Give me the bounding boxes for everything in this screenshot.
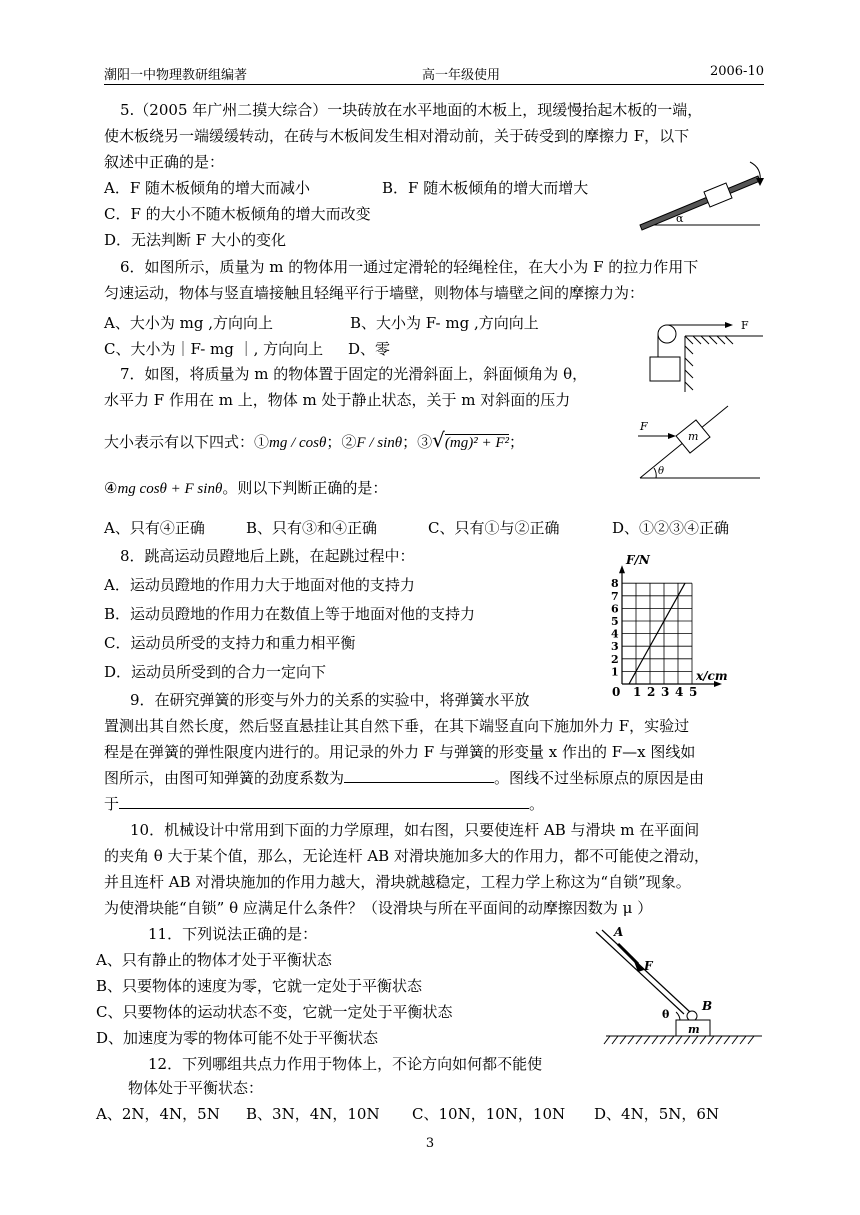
fx-y-tick-label: 7 xyxy=(611,589,619,603)
fx-x-tick-label: 4 xyxy=(675,685,684,699)
fx-y-tick-label: 2 xyxy=(611,652,619,666)
q10-fig-B: B xyxy=(702,999,713,1013)
fx-x-tick-label: 2 xyxy=(647,685,656,699)
answer-blank-stiffness[interactable] xyxy=(344,768,494,783)
q11-option-b: B、只要物体的速度为零，它就一定处于平衡状态 xyxy=(96,977,423,995)
fx-y-tick-label: 8 xyxy=(611,577,619,591)
q7-option-d: D、①②③④正确 xyxy=(612,519,730,537)
q10-fig-theta: θ xyxy=(662,1008,670,1021)
q10-line4: 为使滑块能“自锁” θ 应满足什么条件？（设滑块与所在平面间的动摩擦因数为 μ ） xyxy=(104,899,653,917)
fx-x-tick-label: 1 xyxy=(633,685,642,699)
q10-figure-rod-slider xyxy=(592,926,764,1052)
q5-line2: 使木板绕另一端缓缓转动，在砖与木板间发生相对滑动前，关于砖受到的摩擦力 F，以下 xyxy=(104,127,690,145)
q6-line2: 匀速运动，物体与竖直墙接触且轻绳平行于墙壁，则物体与墙壁之间的摩擦力为： xyxy=(104,284,645,302)
q7-formula-4: mg cosθ + F sinθ xyxy=(117,481,223,497)
q7-formula-3: (mg)² + F² xyxy=(444,435,509,451)
fx-y-arrow xyxy=(619,565,625,573)
q7-figure-incline xyxy=(632,402,762,482)
q8-option-c: C．运动员所受的支持力和重力相平衡 xyxy=(104,634,356,652)
q11-option-c: C、只要物体的运动状态不变，它就一定处于平衡状态 xyxy=(96,1003,453,1021)
q5-option-b: B．F 随木板倾角的增大而增大 xyxy=(382,179,589,197)
q6-line1: 6．如图所示，质量为 m 的物体用一通过定滑轮的轻绳栓住，在大小为 F 的拉力作用下 xyxy=(120,258,699,276)
q7-line3: 大小表示有以下四式：①mg / cosθ；②F / sinθ；③√(mg)² + F²； xyxy=(104,428,524,452)
fx-x-tick-label: 3 xyxy=(661,685,670,699)
q7-fig-F: F xyxy=(640,420,648,433)
page-number: 3 xyxy=(425,1136,435,1151)
fx-chart xyxy=(596,552,766,698)
q10-line1: 10．机械设计中常用到下面的力学原理，如右图，只要使连杆 AB 与滑块 m 在平面间 xyxy=(130,821,700,839)
q11-line1: 11．下列说法正确的是： xyxy=(148,925,318,943)
q12-line2: 物体处于平衡状态： xyxy=(128,1079,264,1097)
header-left: 潮阳一中物理教研组编著 xyxy=(104,68,248,83)
q5-option-a: A．F 随木板倾角的增大而减小 xyxy=(104,179,311,197)
q6-figure-pulley xyxy=(645,312,765,392)
q7-fig-m: m xyxy=(688,430,699,443)
q10-line2: 的夹角 θ 大于某个值，那么，无论连杆 AB 对滑块施加多大的作用力，都不可能使之滑动， xyxy=(104,847,709,865)
q6-option-b: B、大小为 F- mg ,方向向上 xyxy=(350,314,539,332)
fx-y-axis-label: F/N xyxy=(626,553,650,567)
q5-option-c: C．F 的大小不随木板倾角的增大而改变 xyxy=(104,205,371,223)
q6-option-d: D、零 xyxy=(348,340,391,358)
q7-option-a: A、只有④正确 xyxy=(104,519,205,537)
q6-option-c: C、大小为｜F- mg ｜, 方向向上 xyxy=(104,340,324,358)
q12-option-b: B、3N，4N，10N xyxy=(246,1105,380,1123)
q9-line1: 9．在研究弹簧的形变与外力的关系的实验中，将弹簧水平放 xyxy=(130,691,530,709)
q11-option-a: A、只有静止的物体才处于平衡状态 xyxy=(96,951,332,969)
fx-y-tick-label: 6 xyxy=(611,602,619,616)
q5-figure-inclined-board xyxy=(630,150,770,235)
q7-formula-2: F / sinθ xyxy=(356,435,403,451)
q7-line2: 水平力 F 作用在 m 上，物体 m 处于静止状态，关于 m 对斜面的压力 xyxy=(104,391,571,409)
q10-line3: 并且连杆 AB 对滑块施加的作用力越大，滑块就越稳定，工程力学上称这为“自锁”现象。 xyxy=(104,873,691,891)
page-header xyxy=(104,62,764,85)
q12-line1: 12．下列哪组共点力作用于物体上，不论方向如何都不能使 xyxy=(148,1055,543,1073)
q5-fig-alpha: α xyxy=(676,212,684,225)
q10-fig-F: F xyxy=(644,959,653,973)
q7-formula-1: mg / cosθ xyxy=(269,435,327,451)
fx-x-axis-label: x/cm xyxy=(696,669,728,683)
q12-option-d: D、4N，5N，6N xyxy=(594,1105,720,1123)
q12-option-c: C、10N，10N，10N xyxy=(412,1105,566,1123)
q8-line1: 8．跳高运动员蹬地后上跳，在起跳过程中： xyxy=(120,547,415,565)
fx-x-tick-label: 0 xyxy=(612,685,621,699)
q5-line3: 叙述中正确的是： xyxy=(104,153,225,171)
q5-option-d: D．无法判断 F 大小的变化 xyxy=(104,231,286,249)
q7-option-c: C、只有①与②正确 xyxy=(428,519,560,537)
answer-blank-reason[interactable] xyxy=(119,794,529,809)
q7-line4: ④mg cosθ + F sinθ。则以下判断正确的是： xyxy=(104,479,388,497)
q9-line5: 于 。 xyxy=(104,795,545,813)
q7-line1: 7．如图，将质量为 m 的物体置于固定的光滑斜面上，斜面倾角为 θ， xyxy=(120,365,588,383)
q8-option-b: B．运动员蹬地的作用力在数值上等于地面对他的支持力 xyxy=(104,605,476,623)
q8-option-a: A．运动员蹬地的作用力大于地面对他的支持力 xyxy=(104,576,415,594)
fx-y-tick-label: 5 xyxy=(611,615,619,628)
q8-option-d: D．运动员所受到的合力一定向下 xyxy=(104,663,327,681)
header-center: 高一年级使用 xyxy=(422,68,501,83)
q9-line4: 图所示，由图可知弹簧的劲度系数为 。图线不过坐标原点的原因是由 xyxy=(104,769,705,787)
header-right: 2006-10 xyxy=(709,64,764,79)
q6-fig-F: F xyxy=(741,319,749,332)
fx-y-tick-label: 4 xyxy=(611,627,619,641)
q12-option-a: A、2N，4N，5N xyxy=(96,1105,220,1123)
q10-fig-A: A xyxy=(614,925,624,939)
q5-line1: 5.（2005 年广州二摸大综合）一块砖放在水平地面的木板上，现缓慢抬起木板的一端， xyxy=(120,101,703,119)
q9-line3: 程是在弹簧的弹性限度内进行的。用记录的外力 F 与弹簧的形变量 x 作出的 F—x 图线如 xyxy=(104,743,696,761)
q9-line2: 置测出其自然长度，然后竖直悬挂让其自然下垂，在其下端竖直向下施加外力 F，实验过 xyxy=(104,717,690,735)
q11-option-d: D、加速度为零的物体可能不处于平衡状态 xyxy=(96,1029,379,1047)
q7-option-b: B、只有③和④正确 xyxy=(246,519,378,537)
fx-y-tick-label: 1 xyxy=(611,665,619,679)
q6-option-a: A、大小为 mg ,方向向上 xyxy=(104,314,273,332)
q10-fig-m: m xyxy=(688,1023,700,1036)
q7-fig-theta: θ xyxy=(658,466,665,477)
fx-y-tick-label: 3 xyxy=(611,640,619,654)
fx-x-tick-label: 5 xyxy=(689,685,698,699)
